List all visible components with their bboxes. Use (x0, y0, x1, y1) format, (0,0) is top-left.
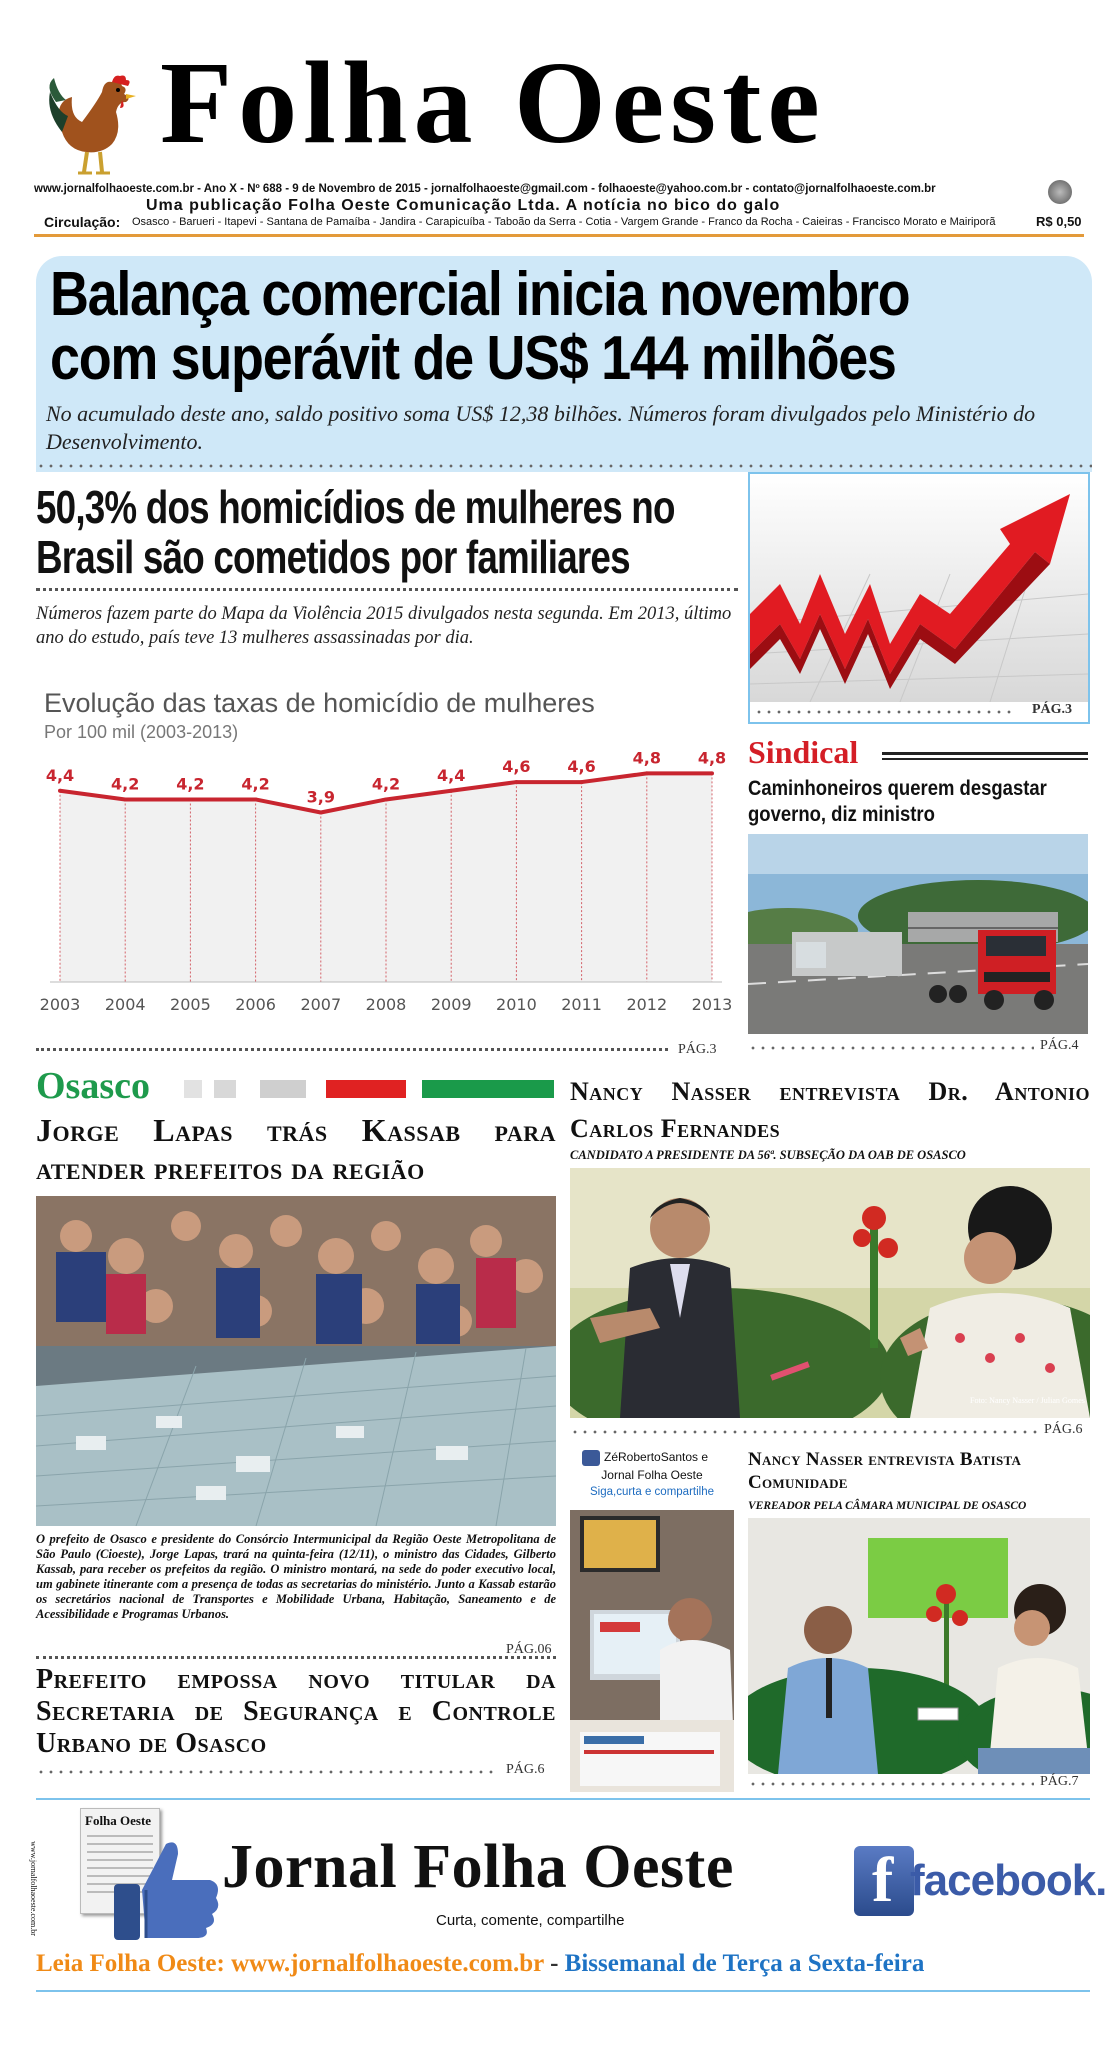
facebook-promo[interactable] (570, 1448, 734, 1794)
chart-point (580, 780, 584, 784)
masthead-title: Folha Oeste (160, 37, 826, 168)
homicidios-page: PÁG.3 (678, 1042, 717, 1057)
nancy2-page: PÁG.7 (1040, 1774, 1079, 1789)
economy-photo-box[interactable] (748, 472, 1090, 724)
nancy2-divider (748, 1780, 1034, 1788)
rooster-logo-icon (42, 72, 142, 182)
footer-bottom-rule (36, 1990, 1090, 1992)
chart-title: Evolução das taxas de homicídio de mulheres (44, 688, 595, 718)
nancy2-story[interactable] (748, 1448, 1090, 1794)
masthead-info-line: www.jornalfolhaoeste.com.br - Ano X - Nº 688 - 9 de Novembro de 2015 - jornalfolhaoeste@gmail.com - folhaoeste@yahoo.com.br - contato@jornalfolhaoeste.com.br (34, 183, 936, 195)
chart-x-tick-label: 2005 (170, 995, 211, 1014)
homicidios-story[interactable] (36, 480, 738, 1060)
vertical-url: www.jornalfolhaoeste.com.br (28, 1841, 38, 1936)
nancy1-divider (570, 1428, 1038, 1436)
chart-x-tick-label: 2003 (39, 995, 81, 1014)
homicidios-summary: Números fazem parte do Mapa da Violência 2015 divulgados nesta segunda. Em 2013, último ano do estudo, país teve 13 mulheres assassinadas por dia. (36, 604, 732, 649)
facebook-wordmark: facebook. (910, 1856, 1107, 1905)
masthead-rule (34, 234, 1084, 237)
facebook-promo-line3: Siga,curta e compartilhe (589, 1486, 714, 1498)
footer-top-rule (36, 1798, 1090, 1800)
homicide-chart (36, 686, 738, 1026)
thumbs-up-hand-icon (106, 1834, 226, 1944)
nancy1-story[interactable] (570, 1074, 1090, 1444)
sindical-story[interactable] (748, 734, 1090, 1060)
chart-point (449, 789, 453, 793)
homicidios-headline-line2: Brasil são cometidos por familiares (36, 531, 630, 583)
chart-subtitle: Por 100 mil (2003-2013) (44, 722, 239, 742)
footer-leia-link[interactable] (36, 1950, 1090, 1978)
crowd-model-photo (36, 1196, 556, 1526)
truck-photo (748, 834, 1088, 1034)
facebook-promo-line1: ZéRobertoSantos e (604, 1450, 709, 1464)
nancy1-subhead: CANDIDATO A PRESIDENTE DA 56ª. SUBSEÇÃO DA OAB DE OSASCO (570, 1148, 966, 1162)
chart-point (710, 771, 714, 775)
chart-point (384, 797, 388, 801)
osasco-color-bar-4 (326, 1080, 406, 1098)
facebook-promo-line2: Jornal Folha Oeste (601, 1468, 703, 1482)
footer-title: Jornal Folha Oeste (222, 1833, 734, 1901)
osasco-story[interactable] (36, 1064, 556, 1660)
chart-data-label: 4,6 (502, 757, 531, 777)
chart-x-tick-label: 2012 (626, 995, 668, 1014)
footer-slogan: Curta, comente, compartilhe (436, 1912, 625, 1929)
chart-point (254, 797, 258, 801)
lead-summary: No acumulado deste ano, saldo positivo soma US$ 12,38 bilhões. Números foram divulgados pelo Ministério do Desenvolvimento. (46, 401, 1036, 455)
osasco-color-bar-5 (422, 1080, 554, 1098)
nancy2-interview-photo (748, 1518, 1090, 1774)
chart-point (319, 811, 323, 815)
nancy1-headline: Nancy Nasser entrevista Dr. Antonio Carlos Fernandes (570, 1077, 1090, 1143)
circulacao-cities: Osasco - Barueri - Itapevi - Santana de Pamaíba - Jandira - Carapicuíba - Taboão da Serra - Cotia - Vargem Grande - Franco da Rocha - Caieiras - Francisco Morato e Mairiporã (132, 216, 996, 228)
chart-data-label: 4,2 (241, 774, 270, 794)
sindical-divider (748, 1044, 1034, 1052)
facebook-f-glyph: f (872, 1844, 894, 1915)
bissemanal-text: Bissemanal de Terça a Sexta-feira (564, 1950, 925, 1977)
chart-x-tick-label: 2004 (104, 995, 146, 1014)
chart-data-label: 4,2 (111, 774, 140, 794)
chart-data-label: 4,6 (567, 757, 596, 777)
sindical-rule (882, 752, 1088, 760)
mini-newspaper-title: Folha Oeste (85, 1813, 152, 1828)
chart-plot (36, 746, 738, 1026)
chart-data-label: 4,8 (632, 748, 661, 768)
lead-headline-line2: com superávit de US$ 144 milhões (50, 324, 896, 393)
rising-arrow-graph-image (750, 474, 1088, 702)
nancy2-subhead: VEREADOR PELA CÂMARA MUNICIPAL DE OSASCO (748, 1500, 1027, 1512)
masthead (0, 0, 1120, 240)
coin-icon (1048, 180, 1072, 204)
chart-point (188, 797, 192, 801)
sindical-section-label: Sindical (748, 734, 859, 770)
nancy1-page: PÁG.6 (1044, 1422, 1083, 1437)
lead-divider (36, 462, 1092, 470)
prefeito-headline: Prefeito empossa novo titular da Secretaria de Segurança e Controle Urbano de Osasco (36, 1664, 556, 1759)
computer-user-photo (570, 1510, 734, 1792)
osasco-prefeito-divider (36, 1656, 556, 1659)
chart-data-label: 4,2 (371, 774, 401, 794)
nancy1-photo-credit: Foto: Nancy Nasser / Julian Gomes (970, 1396, 1085, 1405)
circulacao-label: Circulação: (44, 214, 121, 230)
lead-headline-line1: Balança comercial inicia novembro (50, 260, 910, 329)
chart-x-tick-label: 2013 (691, 995, 733, 1014)
thumbs-up-icon (582, 1450, 600, 1466)
footer-dash: - (543, 1950, 565, 1977)
homicidios-divider (36, 588, 738, 591)
homicidios-bottom-divider (36, 1048, 668, 1051)
sindical-page: PÁG.4 (1040, 1038, 1079, 1053)
osasco-page: PÁG.06 (506, 1642, 552, 1657)
chart-x-tick-label: 2006 (235, 995, 276, 1014)
chart-point (645, 771, 649, 775)
economy-divider (754, 708, 1014, 716)
footer[interactable] (28, 1804, 1107, 2004)
chart-point (58, 789, 62, 793)
chart-x-tick-label: 2007 (300, 995, 342, 1014)
sindical-headline: Caminhoneiros querem desgastar governo, diz ministro (748, 777, 1047, 827)
facebook-f-square (854, 1846, 914, 1916)
prefeito-page: PÁG.6 (506, 1762, 545, 1777)
chart-data-label: 4,4 (437, 765, 466, 785)
leia-text[interactable]: Leia Folha Oeste: www.jornalfolhaoeste.com.br (36, 1950, 544, 1977)
chart-data-label: 4,4 (45, 765, 75, 785)
osasco-section-label: Osasco (36, 1065, 150, 1107)
homicidios-headline-line1: 50,3% dos homicídios de mulheres no (36, 481, 675, 533)
osasco-headline: Jorge Lapas trás Kassab para atender prefeitos da região (36, 1112, 556, 1186)
nancy2-headline: Nancy Nasser entrevista Batista Comunidade (748, 1449, 1022, 1494)
economy-page: PÁG.3 (1032, 702, 1073, 717)
price: R$ 0,50 (1036, 214, 1082, 229)
prefeito-story[interactable] (36, 1664, 556, 1784)
chart-point (123, 797, 127, 801)
masthead-tagline: Uma publicação Folha Oeste Comunicação Ltda. A notícia no bico do galo (146, 197, 781, 214)
chart-data-label: 4,8 (697, 748, 727, 768)
lead-story[interactable] (36, 256, 1092, 472)
osasco-color-bar-3 (260, 1080, 306, 1098)
prefeito-divider (36, 1768, 496, 1776)
osasco-color-bar-1 (184, 1080, 202, 1098)
chart-data-label: 3,9 (306, 787, 335, 807)
chart-data-label: 4,2 (176, 774, 205, 794)
osasco-caption: O prefeito de Osasco e presidente do Consórcio Intermunicipal da Região Oeste Metropolitana de São Paulo (Cioeste), Jorge Lapas, trará na quinta-feira (12/11), o ministro das Cidades, Gilberto Kassab, para receber os prefeitos da região. O ministro montará, na sede do poder executivo local, um gabinete itinerante com a presença de todas as secretarias do ministério. Junto a Kassab estarão os secretários nacional de Transportes e Mobilidade Urbana, Habitação, Saneamento e de Acessibilidade e Programas Urbanos. (36, 1532, 556, 1621)
chart-x-tick-label: 2008 (365, 995, 407, 1014)
nancy1-interview-photo (570, 1168, 1090, 1418)
facebook-logo-icon (854, 1844, 1107, 1918)
chart-x-tick-label: 2010 (496, 995, 537, 1014)
chart-x-tick-label: 2011 (561, 995, 602, 1014)
osasco-color-bar-2 (214, 1080, 236, 1098)
chart-point (514, 780, 518, 784)
chart-x-tick-label: 2009 (430, 995, 472, 1014)
